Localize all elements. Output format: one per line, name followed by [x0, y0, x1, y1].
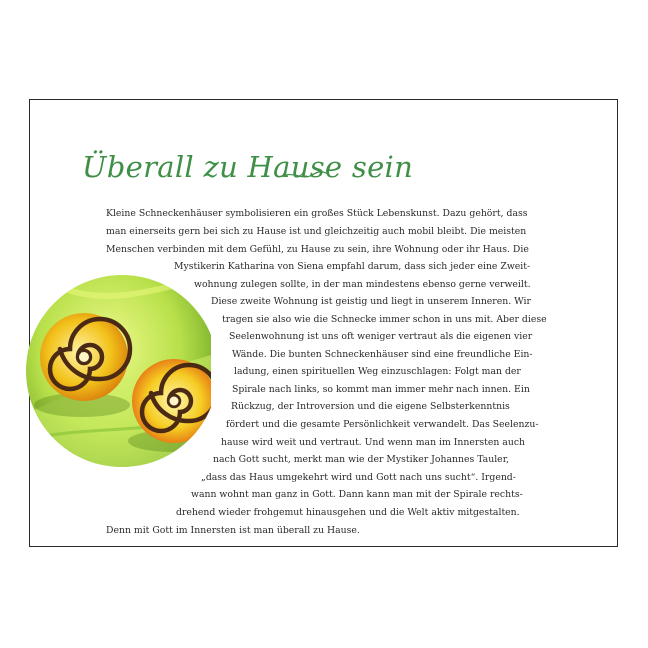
body-text-line: fördert und die gesamte Persönlichkeit verwandelt. Das Seelenzu- — [226, 419, 539, 430]
body-text-line: wann wohnt man ganz in Gott. Dann kann man mit der Spirale rechts- — [191, 489, 523, 500]
body-text-line: Wände. Die bunten Schneckenhäuser sind eine freundliche Ein- — [232, 349, 533, 360]
page-title: Überall zu Hause sein — [82, 150, 414, 184]
body-text-line: Menschen verbinden mit dem Gefühl, zu Hause zu sein, ihre Wohnung oder ihr Haus. Die — [106, 244, 529, 255]
body-text-line: Seelenwohnung ist uns oft weniger vertraut als die eigenen vier — [229, 331, 533, 342]
body-text-line: Spirale nach links, so kommt man immer mehr nach innen. Ein — [232, 384, 530, 395]
body-text-line: man einerseits gern bei sich zu Hause ist und gleichzeitig auch mobil bleibt. Die meisten — [106, 226, 527, 237]
body-text-line: Rückzug, der Introversion und die eigene Selbsterkenntnis — [231, 401, 510, 412]
body-text-line: nach Gott sucht, merkt man wie der Mystiker Johannes Tauler, — [213, 454, 510, 465]
body-text-line: hause wird weit und vertraut. Und wenn man im Innersten auch — [221, 437, 526, 448]
body-text-line: Kleine Schneckenhäuser symbolisieren ein großes Stück Lebenskunst. Dazu gehört, dass — [106, 208, 528, 219]
body-text-line: Mystikerin Katharina von Siena empfahl darum, dass sich jeder eine Zweit- — [174, 261, 531, 272]
body-text-line: Denn mit Gott im Innersten ist man überall zu Hause. — [106, 525, 360, 536]
body-text-line: wohnung zulegen sollte, in der man mindestens ebenso gerne verweilt. — [194, 279, 531, 290]
body-text-line: drehend wieder frohgemut hinausgehen und die Welt aktiv mitgestalten. — [176, 507, 520, 518]
body-text-line: „dass das Haus umgekehrt wird und Gott nach uns sucht“. Irgend- — [201, 472, 516, 483]
snail-shells-photo — [26, 265, 211, 475]
body-text-line: tragen sie also wie die Schnecke immer schon in uns mit. Aber diese — [222, 314, 547, 325]
title-swash-icon — [280, 168, 330, 182]
body-text-line: Diese zweite Wohnung ist geistig und liegt in unserem Inneren. Wir — [211, 296, 531, 307]
body-text-line: ladung, einen spirituellen Weg einzuschlagen: Folgt man der — [234, 366, 521, 377]
